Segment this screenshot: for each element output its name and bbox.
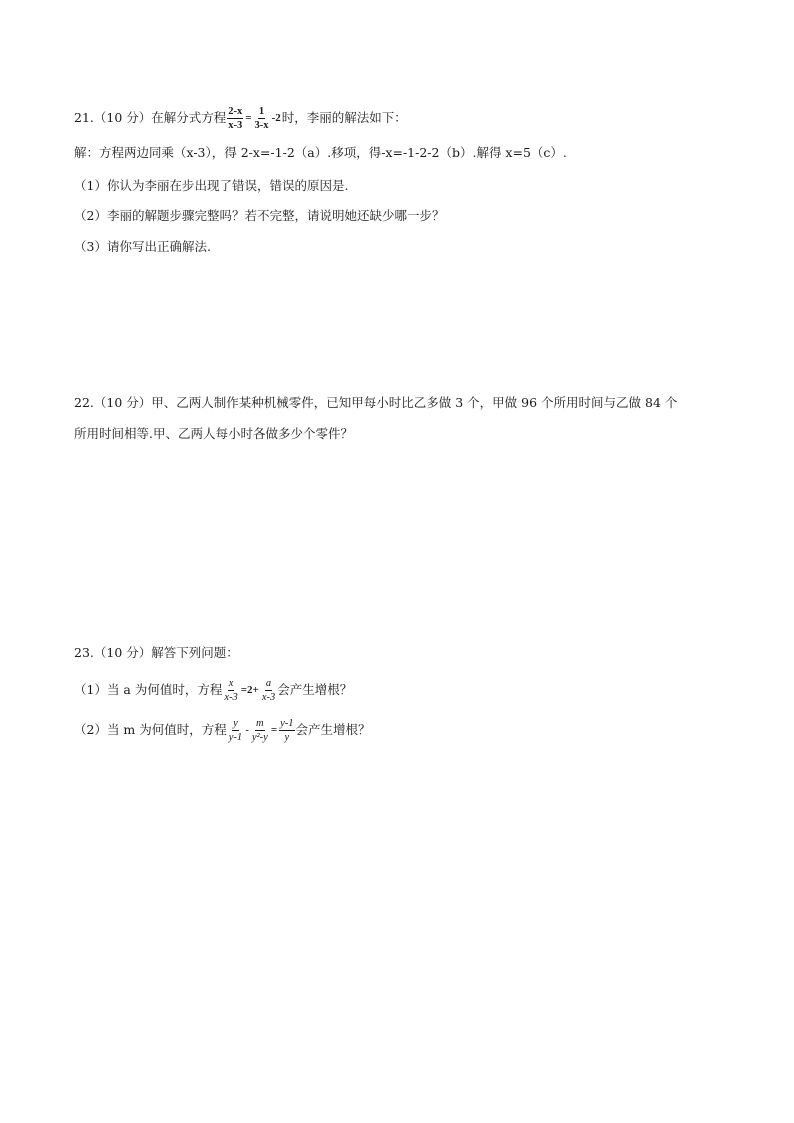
q23-p2-fraction-2 bbox=[251, 718, 269, 743]
q23-part-1-text: （1）当 a 为何值时，方程 bbox=[74, 682, 223, 698]
q23-p2-fraction-3-num: y-1 bbox=[279, 718, 294, 731]
q21-fraction-left-num: 2-x bbox=[227, 106, 243, 119]
q23-p2-fraction-1 bbox=[228, 718, 243, 743]
q22-line-1: 22.（10 分）甲、乙两人制作某种机械零件，已知甲每小时比乙多做 3 个，甲做 96 个所用时间与乙做 84 个 bbox=[74, 395, 678, 410]
q23-part-2-suffix: 会产生增根？ bbox=[295, 722, 371, 738]
q22-line-2: 所用时间相等.甲、乙两人每小时各做多少个零件？ bbox=[74, 426, 353, 441]
q21-part-2: （2）李丽的解题步骤完整吗？若不完整，请说明她还缺少哪一步？ bbox=[74, 208, 445, 223]
q21-equals: = bbox=[245, 112, 252, 125]
q21-part-3: （3）请你写出正确解法. bbox=[74, 239, 211, 254]
q23-p2-fraction-1-num: y bbox=[232, 718, 239, 731]
q21-fraction-right bbox=[254, 106, 270, 131]
q21-solution: 解：方程两边同乘（x-3），得 2-x=-1-2（a）.移项，得-x=-1-2-2（b）.解得 x=5（c）. bbox=[74, 145, 567, 160]
q23-p2-fraction-2-num: m bbox=[255, 718, 265, 731]
q23-p1-fraction-2-num: a bbox=[265, 678, 272, 691]
q23-p2-fraction-1-den: y-1 bbox=[228, 732, 243, 744]
q23-p1-fraction-2 bbox=[261, 678, 276, 703]
q23-p2-fraction-3-den: y bbox=[284, 732, 290, 744]
q23-p1-fraction-1-num: x bbox=[228, 678, 235, 691]
q23-p1-fraction-1-den: x-3 bbox=[224, 692, 238, 704]
q23-p2-equals: = bbox=[270, 724, 278, 737]
q21-heading-suffix: 时，李丽的解法如下： bbox=[281, 110, 407, 126]
q23-part-2 bbox=[74, 718, 371, 743]
q23-p2-minus: - bbox=[245, 724, 249, 737]
q23-p2-fraction-3 bbox=[279, 718, 294, 743]
q21-heading-text: 21.（10 分）在解分式方程 bbox=[74, 110, 227, 126]
q23-p2-fraction-2-den: y²-y bbox=[251, 732, 268, 744]
q21-fraction-right-num: 1 bbox=[258, 106, 265, 119]
q21-eq-tail: -2 bbox=[271, 112, 281, 125]
q21-fraction-right-den: 3-x bbox=[254, 120, 269, 132]
q21-fraction-left-den: x-3 bbox=[228, 120, 243, 132]
q23-part-1-suffix: 会产生增根？ bbox=[277, 682, 353, 698]
q21-fraction-left bbox=[227, 106, 243, 131]
q23-part-2-text: （2）当 m 为何值时，方程 bbox=[74, 722, 227, 738]
q23-p1-middle: =2+ bbox=[240, 684, 259, 697]
q21-heading bbox=[74, 106, 407, 131]
q23-p1-fraction-2-den: x-3 bbox=[261, 692, 276, 704]
q21-part-1: （1）你认为李丽在步出现了错误，错误的原因是. bbox=[74, 178, 349, 193]
q23-part-1 bbox=[74, 678, 352, 703]
q23-heading: 23.（10 分）解答下列问题： bbox=[74, 645, 239, 660]
q23-p1-fraction-1 bbox=[223, 678, 238, 703]
